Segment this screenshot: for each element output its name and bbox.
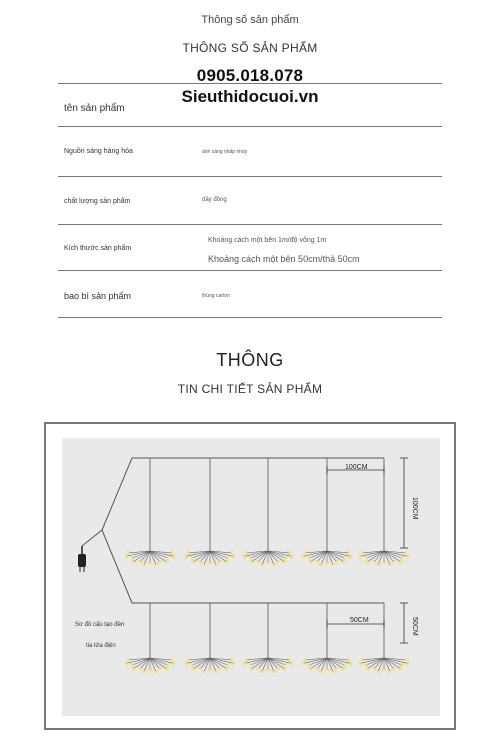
section-subtitle: THÔNG SỐ SẢN PHẨM: [182, 41, 318, 55]
dim-label-top-v: 100CM: [411, 497, 418, 520]
fixture-bulb: [137, 560, 142, 564]
table-row: [58, 224, 442, 270]
fixture-bulb: [361, 657, 364, 662]
fixture-bulb: [141, 670, 146, 673]
firework-fixture: [242, 550, 294, 566]
fixture-bulb: [325, 669, 330, 671]
fixture-bulb: [208, 669, 213, 671]
firework-fixture: [242, 657, 294, 673]
fixture-bulb: [213, 670, 218, 673]
spec-label-size: Kích thước sản phẩm: [64, 245, 132, 252]
fixture-bulb: [404, 657, 407, 662]
fixture-bulb: [170, 657, 173, 662]
fixture-bulb: [391, 667, 396, 671]
wiring-diagram: [62, 438, 440, 716]
fixture-bulb: [314, 667, 319, 671]
spec-label-name: tên sản phẩm: [64, 103, 125, 114]
dim-label-bottom-v: 50CM: [411, 617, 418, 636]
fixture-bulb: [271, 670, 276, 673]
fixture-bulb: [170, 550, 173, 555]
fixture-bulb: [127, 657, 130, 662]
fixture-bulb: [127, 550, 130, 555]
diagram-note-line2: tia lửa điện: [86, 643, 116, 649]
dim-label-bottom-h: 50CM: [350, 617, 369, 624]
fixture-bulb: [391, 560, 396, 564]
fixture-bulb: [371, 667, 376, 671]
fixture-bulb: [288, 550, 291, 555]
fixture-bulb: [275, 560, 280, 564]
fixture-bulb: [197, 560, 202, 564]
fixture-bulb: [318, 670, 323, 673]
fixture-bulb: [304, 657, 307, 662]
firework-fixture: [358, 550, 410, 566]
fixture-bulb: [330, 670, 335, 673]
fixture-bulb: [153, 563, 158, 566]
dimension-top-vertical: [400, 458, 408, 548]
fixture-bulb: [375, 670, 380, 673]
firework-fixture: [301, 550, 353, 566]
fixture-bulb: [187, 657, 190, 662]
fixture-bulb: [153, 670, 158, 673]
fixture-bulb: [230, 550, 233, 555]
fixture-bulb: [382, 669, 387, 671]
fixture-bulb: [275, 667, 280, 671]
spec-value-size-1: Khoảng cách một bên 1m/độ võng 1m: [208, 237, 327, 244]
firework-fixture: [301, 657, 353, 673]
fixture-bulb: [334, 667, 339, 671]
table-row: [58, 176, 442, 224]
details-subtitle: TIN CHI TIẾT SẢN PHẨM: [177, 382, 323, 396]
table-row: [58, 270, 442, 318]
fixture-bulb: [255, 667, 260, 671]
firework-fixture: [358, 657, 410, 673]
website-name: Sieuthidocuoi.vn: [181, 87, 319, 106]
spec-label-package: bao bì sản phẩm: [64, 291, 132, 301]
fixture-bulb: [201, 563, 206, 566]
fixture-bulb: [217, 667, 222, 671]
fixture-bulb: [148, 669, 153, 671]
fixture-bulb: [304, 550, 307, 555]
fixture-bulb: [387, 563, 392, 566]
light-fixtures: [124, 550, 410, 673]
branch-wire-top: [102, 458, 132, 530]
fixture-bulb: [141, 563, 146, 566]
fixture-bulb: [213, 563, 218, 566]
plug-icon: [78, 546, 86, 572]
firework-fixture: [184, 550, 236, 566]
fixture-bulb: [387, 670, 392, 673]
fixture-bulb: [245, 550, 248, 555]
spec-label-quality: chất lượng sản phẩm: [64, 198, 131, 205]
feed-wire: [82, 530, 102, 546]
fixture-bulb: [325, 562, 330, 564]
branch-wire-bottom: [102, 530, 132, 603]
dim-label-top-h: 100CM: [345, 464, 368, 471]
spec-value-package: thùng carton: [202, 293, 230, 299]
fixture-bulb: [371, 560, 376, 564]
fixture-bulb: [382, 562, 387, 564]
spec-value-quality: dây đồng: [202, 197, 227, 203]
fixture-bulb: [288, 657, 291, 662]
fixture-bulb: [148, 562, 153, 564]
fixture-bulb: [197, 667, 202, 671]
firework-fixture: [124, 550, 176, 566]
fixture-bulb: [259, 670, 264, 673]
fixture-bulb: [347, 657, 350, 662]
fixture-bulb: [404, 550, 407, 555]
fixture-bulb: [187, 550, 190, 555]
fixture-bulb: [157, 560, 162, 564]
fixture-bulb: [318, 563, 323, 566]
page-title: Thông số sản phẩm: [201, 14, 299, 26]
fixture-bulb: [230, 657, 233, 662]
firework-fixture: [184, 657, 236, 673]
fixture-bulb: [259, 563, 264, 566]
fixture-bulb: [334, 560, 339, 564]
fixture-bulb: [201, 670, 206, 673]
fixture-bulb: [361, 550, 364, 555]
fixture-bulb: [266, 669, 271, 671]
fixture-bulb: [330, 563, 335, 566]
diagram-note-line1: Sơ đồ cấu tạo đèn: [75, 622, 125, 628]
fixture-bulb: [137, 667, 142, 671]
fixture-bulb: [271, 563, 276, 566]
fixture-bulb: [208, 562, 213, 564]
spec-value-size-2: Khoảng cách một bên 50cm/thả 50cm: [208, 254, 360, 264]
fixture-bulb: [217, 560, 222, 564]
dimension-bottom-vertical: [400, 603, 408, 643]
fixture-bulb: [375, 563, 380, 566]
fixture-bulb: [157, 667, 162, 671]
firework-fixture: [124, 657, 176, 673]
spec-value-light: ánh sáng nhấp nháy: [202, 149, 248, 155]
fixture-bulb: [245, 657, 248, 662]
table-row: [58, 126, 442, 176]
spec-label-light: Nguồn sáng hàng hóa: [64, 148, 133, 155]
fixture-bulb: [266, 562, 271, 564]
fixture-bulb: [255, 560, 260, 564]
details-title: THÔNG: [216, 350, 284, 370]
phone-number: 0905.018.078: [196, 66, 304, 85]
fixture-bulb: [314, 560, 319, 564]
fixture-bulb: [347, 550, 350, 555]
